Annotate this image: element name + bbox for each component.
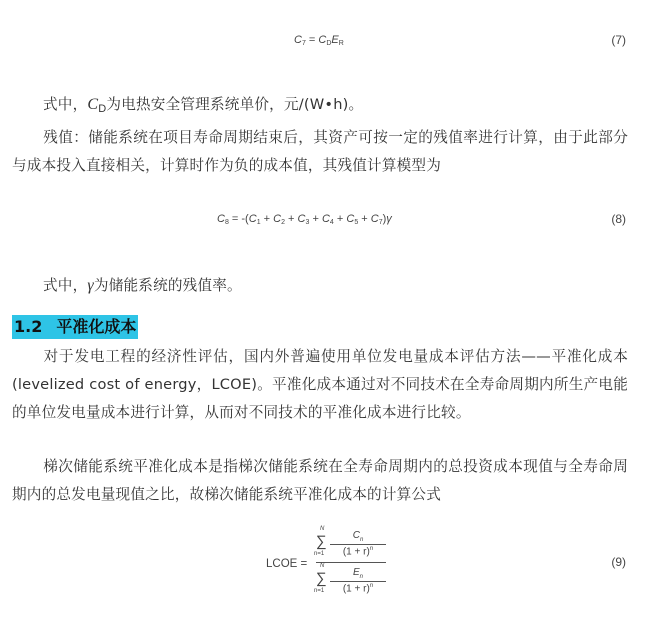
paragraph-lcoe-intro: 对于发电工程的经济性评估，国内外普遍使用单位发电量成本评估方法——平准化成本(levelized cost of energy，LCOE)。平准化成本通过对不同技术在全寿命周期内所生产电能的单位发电量成本进行计算，从而对不同技术的平准化成本进行比较。 <box>12 348 628 421</box>
equation-9-numerator: ∑ N n=1 $C_n$ $(1 + r)^n$ <box>316 528 386 562</box>
paragraph-residual-value: 残值：储能系统在项目寿命周期结束后，其资产可按一定的残值率进行计算，由于此部分与成本投入直接相关，计算时作为负的成本值，其残值计算模型为 <box>12 129 628 174</box>
paragraph-gamma-definition: 式中，γ为储能系统的残值率。 <box>43 277 242 294</box>
equation-8-expression: $C_8 = -(C_1 + C_2 + C_3 + C_4 + C_5 + C_7)\gamma$ <box>217 213 392 226</box>
equation-7 <box>0 32 646 50</box>
section-title: 平准化成本 <box>56 317 137 336</box>
equation-8-number: (8) <box>611 212 626 226</box>
equation-9-number: (9) <box>611 555 626 569</box>
equation-7-expression: $C_7 = C_DE_R$ <box>294 34 344 47</box>
section-heading-1-2 <box>12 315 138 339</box>
paragraph-cd-definition: 式中，$C_D$为电热安全管理系统单价，元/(W•h)。 <box>43 96 364 115</box>
equation-9-denominator: ∑ N n=1 $E_n$ $(1 + r)^n$ <box>316 565 386 599</box>
equation-9-fraction <box>316 528 386 599</box>
equation-7-number: (7) <box>611 33 626 47</box>
equation-8 <box>0 211 646 229</box>
equation-9-main-fraction-bar <box>316 562 386 563</box>
equation-9-lhs: LCOE = <box>266 558 308 570</box>
section-number: 1.2 <box>14 317 43 336</box>
paragraph-lcoe-definition: 梯次储能系统平准化成本是指梯次储能系统在全寿命周期内的总投资成本现值与全寿命周期内的总发电量现值之比，故梯次储能系统平准化成本的计算公式 <box>12 458 628 503</box>
